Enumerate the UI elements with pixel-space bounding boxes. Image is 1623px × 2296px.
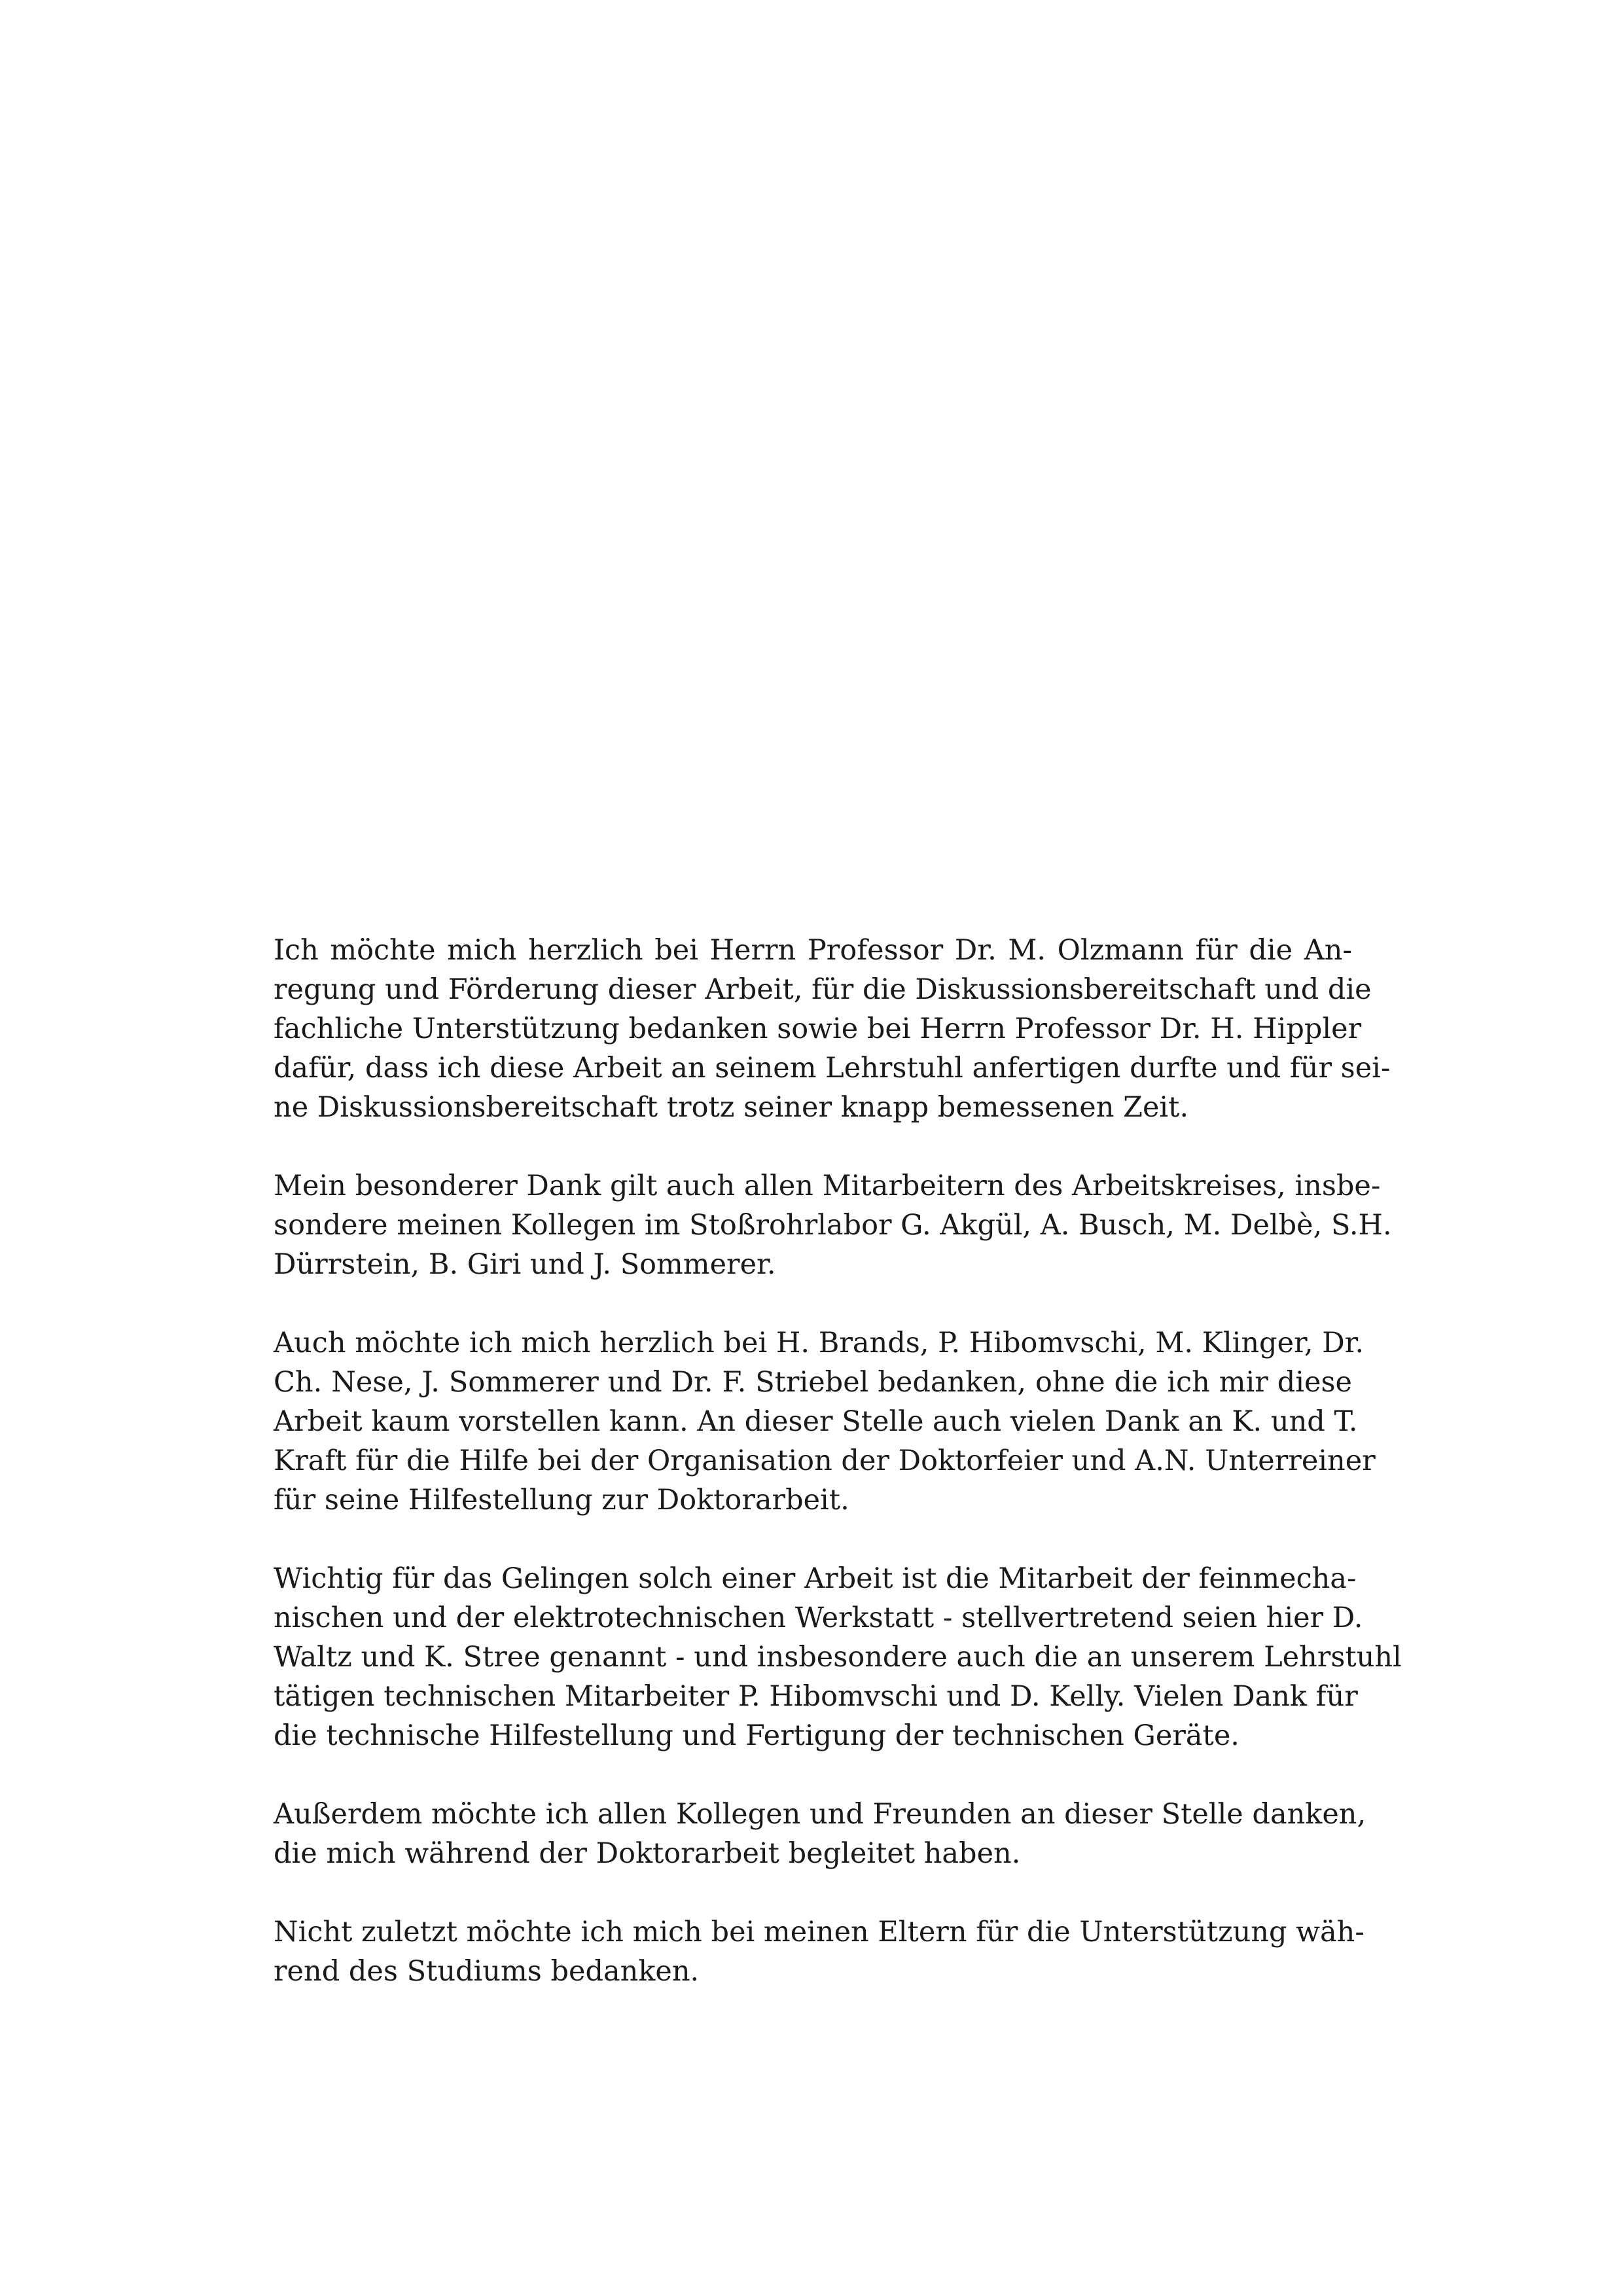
paragraph-4 <box>274 1559 1402 1755</box>
text-line: Mein besonderer Dank gilt auch allen Mitarbeitern des Arbeitskreises, insbe- <box>274 1170 1381 1202</box>
text-line: Kraft für die Hilfe bei der Organisation der Doktorfeier und A.N. Unterreiner <box>274 1444 1376 1477</box>
text-line: Außerdem möchte ich allen Kollegen und Freunden an dieser Stelle danken, <box>274 1798 1366 1831</box>
text-line: fachliche Unterstützung bedanken sowie bei Herrn Professor Dr. H. Hippler <box>274 1013 1362 1045</box>
paragraph-5 <box>274 1795 1366 1873</box>
text-line: Nicht zuletzt möchte ich mich bei meinen Eltern für die Unterstützung wäh- <box>274 1916 1364 1948</box>
text-line: nischen und der elektrotechnischen Werkstatt - stellvertretend seien hier D. <box>274 1602 1363 1634</box>
text-line: ne Diskussionsbereitschaft trotz seiner knapp bemessenen Zeit. <box>274 1091 1189 1124</box>
acknowledgements-text <box>274 931 1402 1991</box>
text-line: Arbeit kaum vorstellen kann. An dieser Stelle auch vielen Dank an K. und T. <box>274 1405 1358 1438</box>
text-line: Dürrstein, B. Giri und J. Sommerer. <box>274 1248 776 1281</box>
paragraph-3 <box>274 1323 1376 1520</box>
text-line: rend des Studiums bedanken. <box>274 1955 700 1988</box>
text-line: die technische Hilfestellung und Fertigung der technischen Geräte. <box>274 1719 1240 1752</box>
paragraph-6 <box>274 1912 1364 1991</box>
paragraph-2 <box>274 1166 1392 1284</box>
text-line: Waltz und K. Stree genannt - und insbesondere auch die an unserem Lehrstuhl <box>274 1641 1402 1674</box>
text-line: tätigen technischen Mitarbeiter P. Hibomvschi und D. Kelly. Vielen Dank für <box>274 1680 1358 1713</box>
text-line: Ch. Nese, J. Sommerer und Dr. F. Striebel bedanken, ohne die ich mir diese <box>274 1366 1352 1399</box>
text-line: dafür, dass ich diese Arbeit an seinem Lehrstuhl anfertigen durfte und für sei- <box>274 1052 1391 1085</box>
paragraph-1 <box>274 931 1391 1127</box>
text-line: Auch möchte ich mich herzlich bei H. Brands, P. Hibomvschi, M. Klinger, Dr. <box>274 1327 1364 1359</box>
text-line: regung und Förderung dieser Arbeit, für die Diskussionsbereitschaft und die <box>274 973 1372 1006</box>
text-line: Wichtig für das Gelingen solch einer Arbeit ist die Mitarbeit der feinmecha- <box>274 1562 1357 1595</box>
text-line: sondere meinen Kollegen im Stoßrohrlabor G. Akgül, A. Busch, M. Delbè, S.H. <box>274 1209 1392 1242</box>
text-line: Ich möchte mich herzlich bei Herrn Professor Dr. M. Olzmann für die An- <box>274 934 1352 967</box>
text-line: die mich während der Doktorarbeit begleitet haben. <box>274 1837 1021 1870</box>
text-line: für seine Hilfestellung zur Doktorarbeit. <box>274 1484 849 1516</box>
